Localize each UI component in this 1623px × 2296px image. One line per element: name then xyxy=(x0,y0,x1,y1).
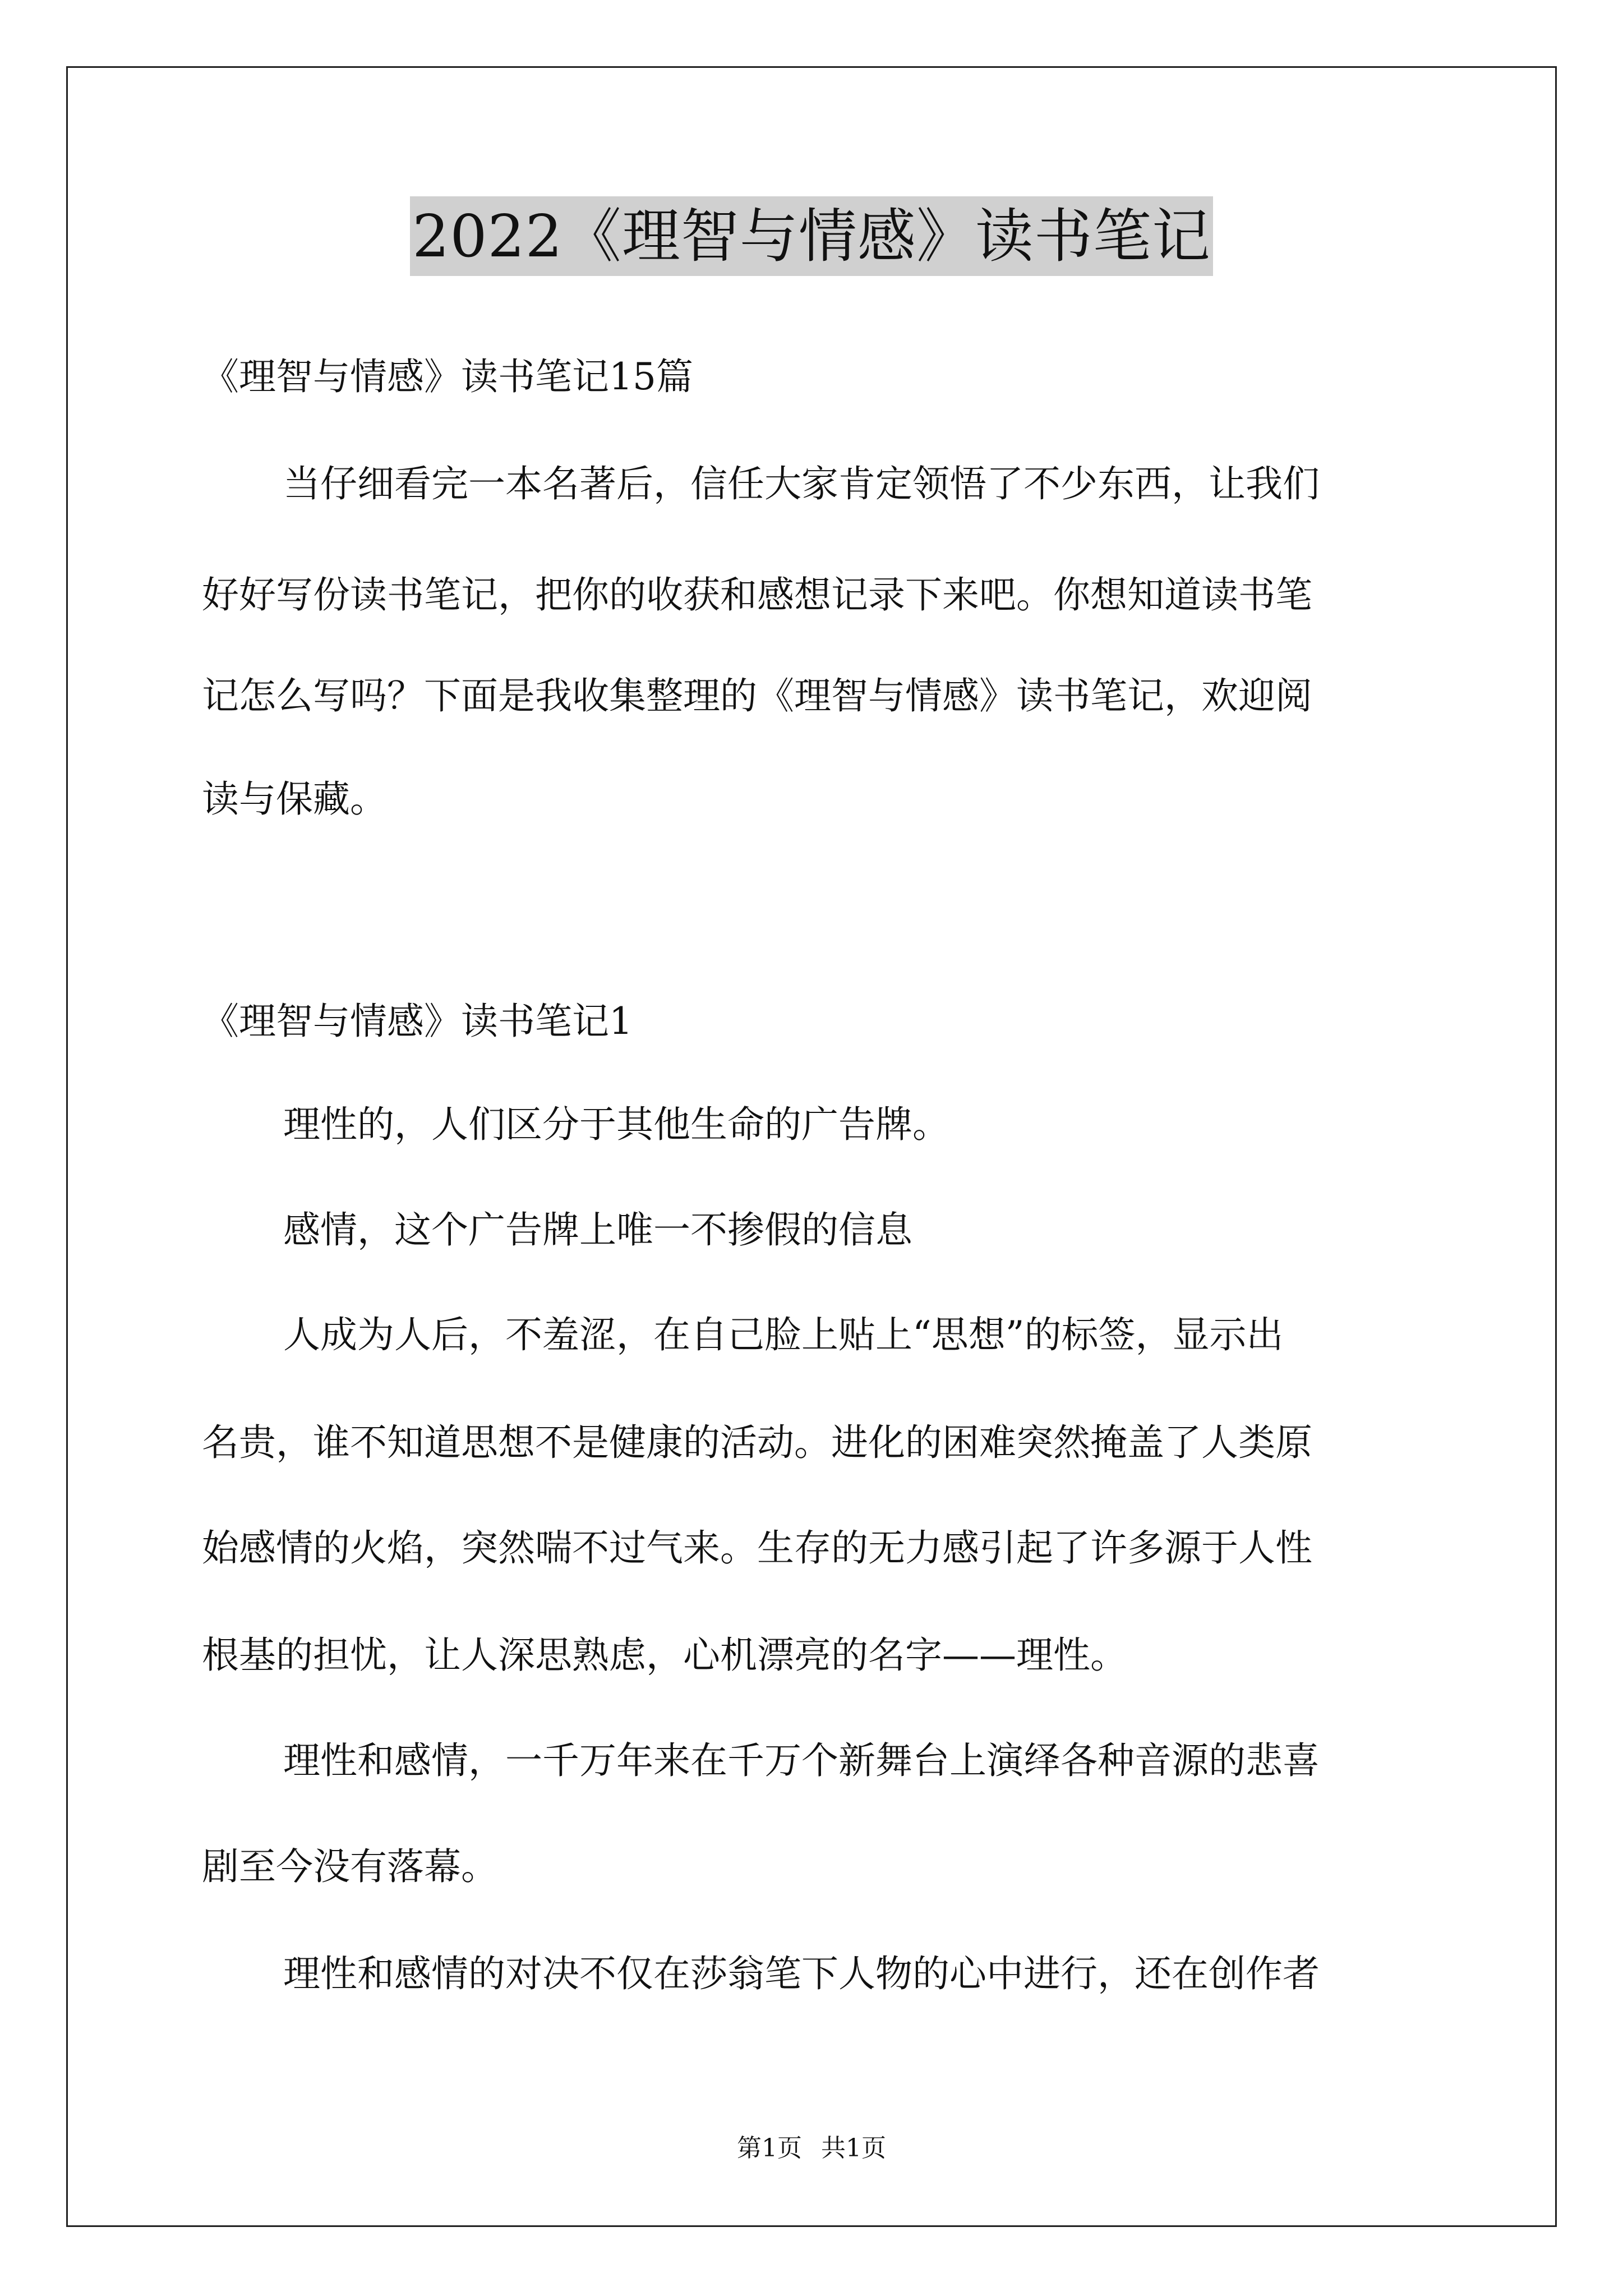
body-line-3: 人成为人后，不羞涩，在自己脸上贴上“思想”的标签，显示出 xyxy=(283,1313,1284,1356)
page-number: 第1页 xyxy=(737,2134,802,2162)
intro-line-2: 好好写份读书笔记，把你的收获和感想记录下来吧。你想知道读书笔 xyxy=(202,573,1312,616)
body-line-6: 根基的担忧，让人深思熟虑，心机漂亮的名字——理性。 xyxy=(202,1634,1127,1677)
title-container xyxy=(0,196,1623,276)
page-total: 共1页 xyxy=(821,2134,886,2162)
document-title: 2022《理智与情感》读书笔记 xyxy=(410,196,1213,276)
collection-heading: 《理智与情感》读书笔记15篇 xyxy=(202,355,693,398)
page-footer xyxy=(0,2132,1623,2165)
body-line-5: 始感情的火焰，突然喘不过气来。生存的无力感引起了许多源于人性 xyxy=(202,1526,1312,1570)
body-line-9: 理性和感情的对决不仅在莎翁笔下人物的心中进行，还在创作者 xyxy=(283,1952,1320,1995)
body-line-8: 剧至今没有落幕。 xyxy=(202,1845,498,1888)
intro-line-3: 记怎么写吗？下面是我收集整理的《理智与情感》读书笔记，欢迎阅 xyxy=(202,674,1312,717)
section-heading: 《理智与情感》读书笔记1 xyxy=(202,1000,633,1043)
intro-line-4: 读与保藏。 xyxy=(202,777,387,821)
body-line-7: 理性和感情，一千万年来在千万个新舞台上演绎各种音源的悲喜 xyxy=(283,1739,1320,1782)
body-line-1: 理性的，人们区分于其他生命的广告牌。 xyxy=(283,1103,949,1146)
intro-line-1: 当仔细看完一本名著后，信任大家肯定领悟了不少东西，让我们 xyxy=(283,462,1320,505)
body-line-2: 感情，这个广告牌上唯一不掺假的信息 xyxy=(283,1208,912,1251)
body-line-4: 名贵，谁不知道思想不是健康的活动。进化的困难突然掩盖了人类原 xyxy=(202,1421,1312,1464)
